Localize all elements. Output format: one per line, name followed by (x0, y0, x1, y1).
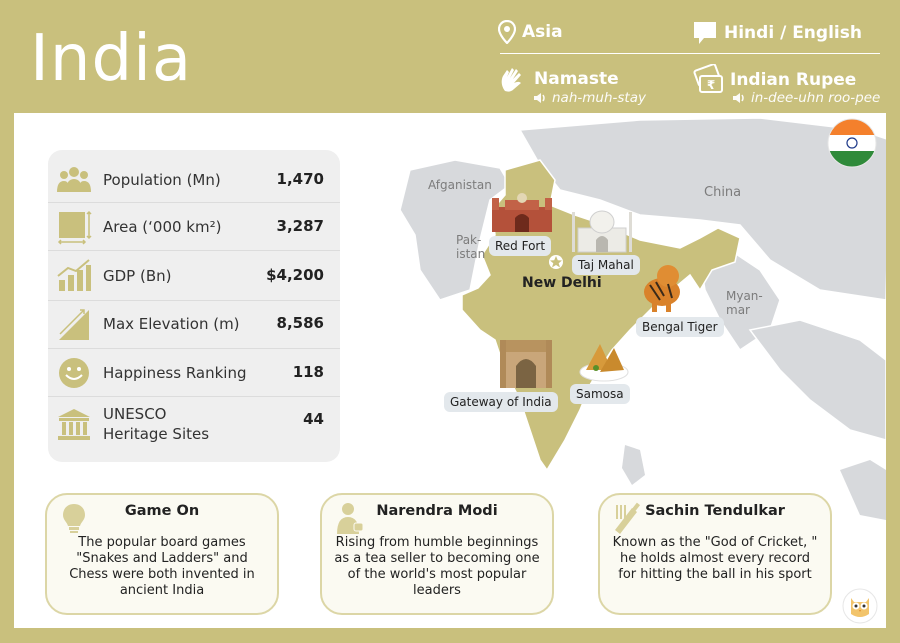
area-icon (56, 209, 92, 245)
speaker-icon (732, 92, 746, 104)
sri-lanka (622, 445, 645, 485)
currency-label: Indian Rupee (730, 70, 857, 90)
southeast-asia-region (750, 320, 886, 440)
currency-pronunciation-item (732, 90, 880, 106)
owl-logo-icon (842, 588, 878, 624)
gateway-illustration (500, 340, 552, 388)
stat-divider (48, 202, 340, 203)
greeting-label: Namaste (534, 69, 619, 89)
stat-divider (48, 396, 340, 397)
landmark-samosa: Samosa (570, 384, 630, 404)
card-title: Sachin Tendulkar (645, 503, 785, 519)
heritage-icon (56, 406, 92, 442)
capital-label: New Delhi (522, 275, 602, 291)
elevation-icon (56, 307, 92, 343)
header-divider (500, 53, 880, 54)
fact-card-game-on (45, 493, 279, 615)
speech-bubble-icon (692, 20, 718, 46)
smiley-icon (56, 355, 92, 391)
continent-label: Asia (522, 22, 563, 42)
stat-row-area (48, 204, 340, 250)
stat-row-elevation (48, 302, 340, 348)
fact-card-narendra-modi (320, 493, 554, 615)
country-label-afganistan: Afganistan (428, 178, 492, 192)
country-label-myanmar: Myan- mar (726, 289, 763, 317)
stat-value: $4,200 (266, 266, 324, 284)
fact-card-sachin-tendulkar (598, 493, 832, 615)
stat-divider (48, 250, 340, 251)
gdp-chart-icon (56, 258, 92, 294)
page-title: India (30, 22, 193, 96)
stat-label: Population (Mn) (103, 171, 221, 189)
card-title: Narendra Modi (376, 503, 498, 519)
landmark-red-fort: Red Fort (489, 236, 551, 256)
stat-divider (48, 300, 340, 301)
speaker-icon (533, 92, 547, 104)
svg-text:₹: ₹ (706, 78, 716, 92)
landmark-bengal-tiger: Bengal Tiger (636, 317, 724, 337)
card-title: Game On (124, 503, 200, 519)
location-pin-icon (498, 20, 516, 44)
stat-value: 118 (292, 363, 324, 381)
card-body: Rising from humble beginnings as a tea seller to becoming one of the world's most popular leaders (334, 535, 540, 598)
currency-pronunciation: in-dee-uhn roo-pee (751, 90, 881, 106)
stat-divider (48, 348, 340, 349)
language-label: Hindi / English (724, 23, 862, 43)
card-body: Known as the "God of Cricket, " he holds almost every record for hitting the ball in his sport (612, 535, 818, 582)
stat-label: Max Elevation (m) (103, 315, 240, 333)
stat-row-unesco (48, 398, 340, 454)
rupee-note-icon (692, 64, 724, 96)
stat-row-gdp (48, 252, 340, 300)
landmark-taj-mahal: Taj Mahal (572, 255, 640, 275)
stat-label: GDP (Bn) (103, 267, 172, 285)
stat-label: Area (‘000 km²) (103, 218, 222, 236)
stat-value: 3,287 (276, 217, 324, 235)
stat-label: Happiness Ranking (103, 364, 247, 382)
continent-item (498, 20, 563, 44)
landmark-gateway-of-india: Gateway of India (444, 392, 558, 412)
stat-row-happiness (48, 350, 340, 396)
greeting-pronunciation: nah-muh-stay (552, 90, 646, 106)
country-label-china: China (704, 185, 742, 200)
stat-value: 8,586 (276, 314, 324, 332)
country-label-pakistan: Pak- istan (456, 233, 486, 261)
people-icon (56, 162, 92, 198)
waving-hand-icon (498, 64, 528, 94)
stat-label: UNESCO Heritage Sites (103, 405, 210, 443)
language-item (692, 20, 862, 46)
stat-row-population (48, 158, 340, 202)
stat-value: 1,470 (276, 170, 324, 188)
greeting-pronunciation-item (533, 90, 646, 106)
card-body: The popular board games "Snakes and Ladders" and Chess were both invented in ancient India (69, 535, 255, 598)
stat-value: 44 (303, 410, 324, 428)
islands-region (840, 460, 886, 520)
stats-card (48, 150, 340, 462)
